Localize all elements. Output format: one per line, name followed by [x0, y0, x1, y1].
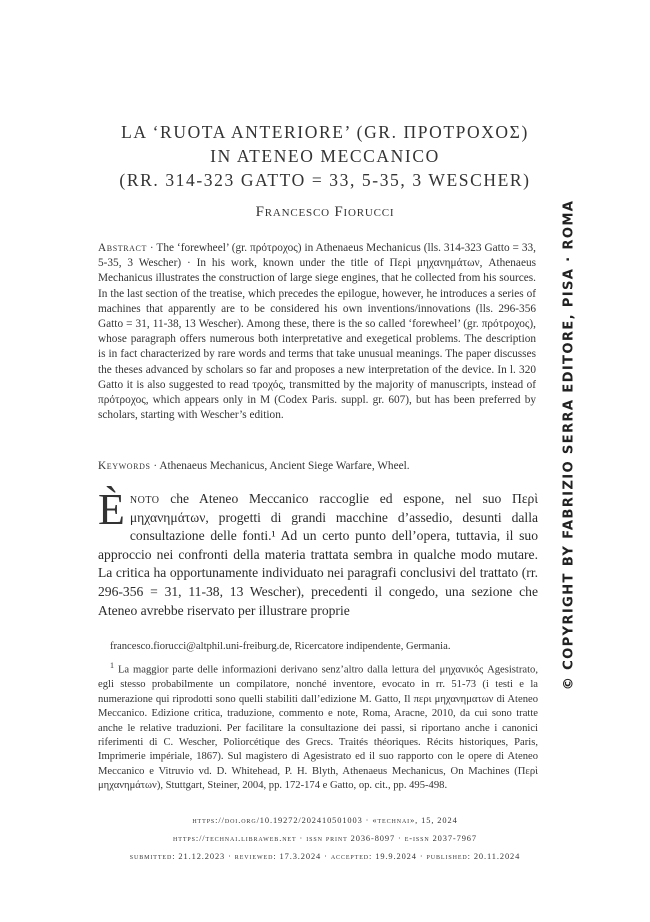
body-paragraph: che Ateneo Meccanico raccoglie ed espone, nel suo Περὶ μηχανημάτων, progetti di grandi macchine d’assedio, desunti dalla consultazione delle fonti.¹ Ad un certo punto dell’opera, tuttavia, il suo approccio nei confronti della materia trattata sembra in qualche modo mutare. La critica ha opportunamente individuato nei paragrafi conclusivi del trattato (rr. 296-356 = 31, 11-38, 13 Wescher), precedenti il congedo, una sezione che Ateneo avrebbe riservato per illustrare proprie	[98, 491, 538, 618]
copyright-text: © COPYRIGHT BY FABRIZIO SERRA EDITORE, PISA · ROMA	[561, 199, 577, 691]
keywords-text: Athenaeus Mechanicus, Ancient Siege Warfare, Wheel.	[159, 460, 410, 472]
drop-cap: È	[98, 485, 125, 534]
footnotes	[98, 640, 538, 794]
article-title	[0, 120, 650, 192]
title-line-2: IN ATENEO MECCANICO	[210, 146, 440, 166]
footnote-1	[98, 659, 538, 793]
footnote-1-text: La maggior parte delle informazioni derivano senz’altro dalla lettura del μηχανικός Agesistrato, egli stesso probabilmente un compilatore, nonché inventore, evocato in rr. 51-73 (i testi e la numerazione qui riprodotti sono quelli stabiliti dall’edizione M. Gatto, Il περι μηχανηματων di Ateneo Meccanico. Edizione critica, traduzione, commento e note, Roma, Aracne, 2010, da cui sono tratte anche le relative traduzioni. Per facilitare la consultazione dei passi, si riportano anche i canonici riferimenti di C. Wescher, Poliorcétique des Grecs. Traités théoriques. Récits historiques, Paris, Imprimerie impériale, 1867). Sul magistero di Agesistrato ed il suo rapporto con le opere di Ateneo Meccanico e Vitruvio vd. D. Whitehead, P. H. Blyth, Athenaeus Mechanicus, On Machines (Περὶ μηχανημάτων), Stuttgart, Steiner, 2004, pp. 172-174 e Gatto, op. cit., pp. 495-498.	[98, 664, 538, 792]
title-line-1: LA ‘RUOTA ANTERIORE’ (GR. ΠΡΟΤΡΟΧΟΣ)	[121, 122, 529, 142]
abstract-label: Abstract	[98, 242, 147, 254]
doi-line: https://doi.org/10.19272/202410501003 · «technai», 15, 2024	[192, 816, 458, 825]
lead-word: noto	[129, 491, 160, 506]
title-line-3: (RR. 314-323 GATTO = 33, 5-35, 3 WESCHER)	[119, 170, 531, 190]
author-email-note: francesco.fiorucci@altphil.uni-freiburg.de, Ricercatore indipendente, Germania.	[110, 641, 451, 652]
copyright-sidebar	[559, 199, 579, 691]
keywords-label: Keywords	[98, 460, 151, 472]
issn-line: https://technai.libraweb.net · issn print 2036-8097 · e-issn 2037-7967	[173, 834, 477, 843]
abstract: Abstract · The ‘forewheel’ (gr. πρότροχος) in Athenaeus Mechanicus (lls. 314-323 Gatto = 33, 5-35, 3 Wescher) · In his work, known under the title of Περὶ μηχανημάτων, Athenaeus Mechanicus illustrates the construction of large siege engines, that he collected from his sources. In the last section of the treatise, which precedes the epilogue, however, he introduces a series of machines that apparently are to be considered his own inventions/innovations (lls. 296-356 Gatto = 31, 11-38, 13 Wescher). Among these, there is the so called ‘forewheel’ (gr. πρότροχος), whose paragraph offers numerous both interpretative and exegetical problems. The description is in fact characterized by rare words and terms that take unusual meanings. The paper discusses the theses advanced by scholars so far and proposes a new interpretation of the device. In l. 320 Gatto it is also suggested to read τροχός, transmitted by the majority of manuscripts, instead of πρότροχος, which appears only in M (Codex Paris. suppl. gr. 607), but has been preferred by scholars, starting with Wescher’s edition.	[98, 242, 536, 422]
footnote-marker: 1	[110, 661, 114, 671]
keywords: Keywords · Athenaeus Mechanicus, Ancient Siege Warfare, Wheel.	[98, 460, 410, 472]
abstract-text: The ‘forewheel’ (gr. πρότροχος) in Athenaeus Mechanicus (lls. 314-323 Gatto = 33, 5-35, 3 Wescher) · In his work, known under the title of Περὶ μηχανημάτων, Athenaeus Mechanicus illustrates the construction of large siege engines, that he collected from his sources. In the last section of the treatise, which precedes the epilogue, however, he introduces a series of machines that apparently are to be considered his own inventions/innovations (lls. 296-356 Gatto = 31, 11-38, 13 Wescher). Among these, there is the so called ‘forewheel’ (gr. πρότροχος), whose paragraph offers numerous both interpretative and exegetical problems. The description is in fact characterized by rare words and terms that take unusual meanings. The paper discusses the theses advanced by scholars so far and proposes a new interpretation of the device. In l. 320 Gatto it is also suggested to read τροχός, transmitted by the majority of manuscripts, instead of πρότροχος, which appears only in M (Codex Paris. suppl. gr. 607), but has been preferred by scholars, starting with Wescher’s edition.	[98, 242, 536, 422]
dates-line: submitted: 21.12.2023 · reviewed: 17.3.2024 · accepted: 19.9.2024 · published: 20.11.2024	[129, 852, 521, 861]
body-text	[98, 485, 538, 620]
author-name: Francesco Fiorucci	[255, 204, 395, 220]
